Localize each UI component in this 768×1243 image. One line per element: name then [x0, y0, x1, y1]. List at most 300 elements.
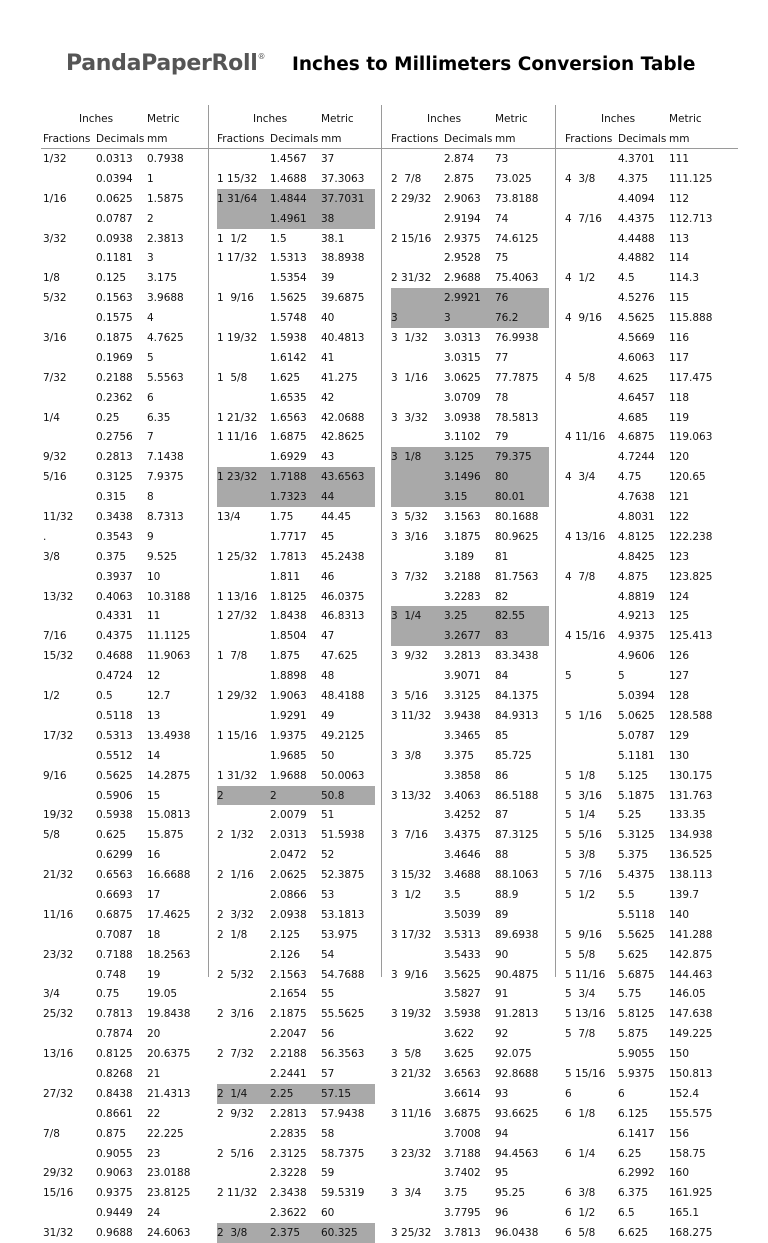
fraction-cell: 5 5/16 — [565, 829, 602, 842]
decimal-cell: 0.3937 — [96, 570, 133, 583]
fraction-cell: 2 7/8 — [391, 172, 422, 185]
mm-cell: 90 — [495, 948, 509, 961]
fraction-cell: 6 1/8 — [565, 1107, 596, 1120]
fraction-cell: 27/32 — [43, 1087, 74, 1100]
decimal-cell: 0.7874 — [96, 1028, 133, 1041]
row-highlight — [217, 786, 375, 806]
conversion-table-panel-2 — [215, 109, 390, 1243]
table-row — [215, 1163, 390, 1183]
decimal-cell: 3.7813 — [444, 1227, 481, 1240]
table-row — [215, 885, 390, 905]
mm-cell: 85 — [495, 729, 509, 742]
fraction-cell: . — [43, 530, 47, 543]
mm-cell: 42 — [321, 391, 335, 404]
decimal-cell: 0.7188 — [96, 948, 133, 961]
table-row — [41, 149, 216, 169]
decimal-cell: 0.3543 — [96, 530, 133, 543]
table-row — [215, 547, 390, 567]
fraction-cell: 1 25/32 — [217, 550, 258, 563]
fraction-cell: 1 5/8 — [217, 371, 248, 384]
table-row-highlighted — [389, 308, 564, 328]
table-row — [215, 1124, 390, 1144]
table-row — [389, 945, 564, 965]
mm-cell: 19 — [147, 968, 161, 981]
table-row — [389, 567, 564, 587]
decimal-cell: 3.15 — [444, 491, 468, 504]
table-row — [389, 507, 564, 527]
mm-cell: 111.125 — [669, 172, 713, 185]
fraction-cell: 2 3/16 — [217, 1008, 254, 1021]
mm-cell: 160 — [669, 1167, 690, 1180]
table-row-highlighted — [389, 288, 564, 308]
mm-cell: 128.588 — [669, 709, 713, 722]
decimal-cell: 1.5625 — [270, 292, 307, 305]
decimal-cell: 3.625 — [444, 1048, 475, 1061]
mm-cell: 8.7313 — [147, 511, 184, 524]
mm-cell: 9 — [147, 530, 154, 543]
mm-cell: 80.9625 — [495, 530, 539, 543]
table-row — [41, 805, 216, 825]
fraction-cell: 4 1/2 — [565, 272, 596, 285]
decimal-cell: 1.5938 — [270, 332, 307, 345]
mm-cell: 90.4875 — [495, 968, 539, 981]
decimal-cell: 3.7402 — [444, 1167, 481, 1180]
decimal-cell: 0.8268 — [96, 1067, 133, 1080]
fraction-cell: 2 29/32 — [391, 192, 432, 205]
table-row — [563, 248, 738, 268]
decimal-cell: 4.75 — [618, 471, 642, 484]
table-row — [563, 666, 738, 686]
decimal-cell: 0.3125 — [96, 471, 133, 484]
metric-header: Metric — [321, 113, 354, 125]
mm-cell: 60 — [321, 1207, 335, 1220]
decimal-cell: 1.8898 — [270, 670, 307, 683]
table-row — [563, 1203, 738, 1223]
fraction-cell: 1 31/64 — [217, 192, 258, 205]
mm-cell: 117 — [669, 351, 690, 364]
table-row — [389, 1163, 564, 1183]
mm-cell: 88 — [495, 849, 509, 862]
mm-cell: 45 — [321, 530, 335, 543]
fraction-cell: 1 23/32 — [217, 471, 258, 484]
table-row — [215, 1203, 390, 1223]
table-row — [41, 467, 216, 487]
decimal-cell: 3.7188 — [444, 1147, 481, 1160]
table-row-highlighted — [215, 209, 390, 229]
table-row-highlighted — [215, 189, 390, 209]
decimal-cell: 5.8125 — [618, 1008, 655, 1021]
decimals-header: Decimals — [618, 133, 667, 145]
fraction-cell: 21/32 — [43, 869, 74, 882]
decimal-cell: 0.6875 — [96, 908, 133, 921]
decimal-cell: 2.9921 — [444, 292, 481, 305]
fraction-cell: 1 29/32 — [217, 690, 258, 703]
decimal-cell: 4.5625 — [618, 312, 655, 325]
mm-cell: 75 — [495, 252, 509, 265]
decimal-cell: 3.1102 — [444, 431, 481, 444]
decimal-cell: 4.4882 — [618, 252, 655, 265]
table-row — [41, 845, 216, 865]
inches-header: Inches — [79, 113, 114, 125]
fractions-header: Fractions — [43, 133, 91, 145]
mm-cell: 16 — [147, 849, 161, 862]
table-row — [215, 527, 390, 547]
decimal-cell: 1.9291 — [270, 709, 307, 722]
table-row — [563, 885, 738, 905]
table-row — [41, 189, 216, 209]
table-row — [563, 1064, 738, 1084]
decimal-cell: 3.5827 — [444, 988, 481, 1001]
fraction-cell: 31/32 — [43, 1227, 74, 1240]
table-row — [41, 945, 216, 965]
table-row — [215, 1044, 390, 1064]
decimal-cell: 3.5 — [444, 888, 461, 901]
decimal-cell: 4.5669 — [618, 332, 655, 345]
fraction-cell: 3 9/32 — [391, 650, 428, 663]
mm-cell: 9.525 — [147, 550, 178, 563]
mm-cell: 82.55 — [495, 610, 526, 623]
table-row — [389, 1024, 564, 1044]
column-subheader — [41, 129, 216, 149]
decimal-cell: 3.3125 — [444, 690, 481, 703]
table-row — [215, 925, 390, 945]
mm-cell: 81.7563 — [495, 570, 539, 583]
decimal-cell: 0.1563 — [96, 292, 133, 305]
table-row — [215, 845, 390, 865]
decimal-cell: 3.5625 — [444, 968, 481, 981]
mm-cell: 18 — [147, 928, 161, 941]
mm-cell: 76 — [495, 292, 509, 305]
fraction-cell: 5/8 — [43, 829, 60, 842]
decimal-cell: 0.875 — [96, 1127, 127, 1140]
decimals-header: Decimals — [270, 133, 319, 145]
fraction-cell: 1 11/16 — [217, 431, 258, 444]
mm-cell: 84 — [495, 670, 509, 683]
decimal-cell: 3.1875 — [444, 530, 481, 543]
decimal-cell: 1.4961 — [270, 212, 307, 225]
mm-cell: 134.938 — [669, 829, 713, 842]
table-row — [563, 308, 738, 328]
mm-cell: 22.225 — [147, 1127, 184, 1140]
fraction-cell: 6 1/4 — [565, 1147, 596, 1160]
table-row — [389, 189, 564, 209]
fraction-cell: 4 9/16 — [565, 312, 602, 325]
mm-cell: 44.45 — [321, 511, 352, 524]
decimal-cell: 1.6875 — [270, 431, 307, 444]
table-row — [563, 805, 738, 825]
table-row — [41, 1024, 216, 1044]
table-row — [389, 169, 564, 189]
fraction-cell: 25/32 — [43, 1008, 74, 1021]
decimal-cell: 0.2756 — [96, 431, 133, 444]
decimal-cell: 4.4375 — [618, 212, 655, 225]
mm-cell: 133.35 — [669, 809, 706, 822]
row-highlight — [391, 308, 549, 328]
fraction-cell: 2 7/32 — [217, 1048, 254, 1061]
decimal-cell: 5.6875 — [618, 968, 655, 981]
table-row — [389, 209, 564, 229]
table-row — [41, 408, 216, 428]
mm-cell: 38.1 — [321, 232, 345, 245]
decimal-cell: 1.6535 — [270, 391, 307, 404]
mm-cell: 84.9313 — [495, 709, 539, 722]
mm-cell: 51 — [321, 809, 335, 822]
logo-text: PandaPaperRoll — [66, 51, 258, 76]
decimal-cell: 6.5 — [618, 1207, 635, 1220]
decimals-header: Decimals — [444, 133, 493, 145]
page-title: Inches to Millimeters Conversion Table — [292, 54, 696, 75]
table-row — [563, 527, 738, 547]
table-row — [563, 845, 738, 865]
table-row — [563, 288, 738, 308]
conversion-table-panel-3 — [389, 109, 564, 1243]
table-row — [41, 746, 216, 766]
table-row — [215, 447, 390, 467]
fraction-cell: 4 7/16 — [565, 212, 602, 225]
fraction-cell: 5 1/4 — [565, 809, 596, 822]
decimal-cell: 2.0472 — [270, 849, 307, 862]
table-row — [389, 248, 564, 268]
fraction-cell: 3/8 — [43, 550, 60, 563]
mm-cell: 50 — [321, 749, 335, 762]
decimal-cell: 1.625 — [270, 371, 301, 384]
fraction-cell: 1 27/32 — [217, 610, 258, 623]
decimal-cell: 2.3125 — [270, 1147, 307, 1160]
decimal-cell: 4.5 — [618, 272, 635, 285]
table-row — [563, 1084, 738, 1104]
table-row — [563, 766, 738, 786]
inches-header: Inches — [253, 113, 288, 125]
column-subheader — [563, 129, 738, 149]
mm-cell: 42.8625 — [321, 431, 365, 444]
fraction-cell: 5 1/8 — [565, 769, 596, 782]
table-row — [215, 368, 390, 388]
mm-cell: 77.7875 — [495, 371, 539, 384]
decimal-cell: 5.3125 — [618, 829, 655, 842]
table-row — [563, 1004, 738, 1024]
mm-cell: 75.4063 — [495, 272, 539, 285]
fraction-cell: 3 17/32 — [391, 928, 432, 941]
mm-cell: 117.475 — [669, 371, 713, 384]
table-row — [389, 1084, 564, 1104]
table-row — [215, 308, 390, 328]
fraction-cell: 13/4 — [217, 511, 241, 524]
fraction-cell: 2 1/4 — [217, 1087, 248, 1100]
table-row — [389, 925, 564, 945]
mm-cell: 91 — [495, 988, 509, 1001]
decimal-cell: 3.622 — [444, 1028, 475, 1041]
decimal-cell: 1.5354 — [270, 272, 307, 285]
mm-cell: 92 — [495, 1028, 509, 1041]
fraction-cell: 1 9/16 — [217, 292, 254, 305]
table-row — [563, 348, 738, 368]
mm-cell: 115.888 — [669, 312, 713, 325]
mm-cell: 55.5625 — [321, 1008, 365, 1021]
fraction-cell: 3/16 — [43, 332, 67, 345]
table-row — [41, 567, 216, 587]
table-row — [389, 865, 564, 885]
decimal-cell: 3.0938 — [444, 411, 481, 424]
decimal-cell: 2.3438 — [270, 1187, 307, 1200]
decimal-cell: 0.5906 — [96, 789, 133, 802]
mm-cell: 21 — [147, 1067, 161, 1080]
table-row — [215, 865, 390, 885]
decimal-cell: 3.25 — [444, 610, 468, 623]
table-row — [389, 686, 564, 706]
table-row — [41, 1163, 216, 1183]
mm-cell: 84.1375 — [495, 690, 539, 703]
fraction-cell: 2 5/16 — [217, 1147, 254, 1160]
decimal-cell: 6.1417 — [618, 1127, 655, 1140]
fraction-cell: 15/32 — [43, 650, 74, 663]
table-row — [215, 427, 390, 447]
table-row — [215, 1104, 390, 1124]
mm-cell: 17 — [147, 888, 161, 901]
mm-cell: 113 — [669, 232, 690, 245]
decimal-cell: 5.625 — [618, 948, 649, 961]
mm-cell: 13.4938 — [147, 729, 191, 742]
table-row — [41, 1104, 216, 1124]
mm-cell: 38.8938 — [321, 252, 365, 265]
decimal-cell: 1.8438 — [270, 610, 307, 623]
decimal-cell: 0.1875 — [96, 332, 133, 345]
table-row — [563, 229, 738, 249]
decimal-cell: 0.5118 — [96, 709, 133, 722]
mm-cell: 92.8688 — [495, 1067, 539, 1080]
table-row — [41, 1223, 216, 1243]
table-row — [389, 766, 564, 786]
mm-cell: 51.5938 — [321, 829, 365, 842]
mm-cell: 12 — [147, 670, 161, 683]
mm-cell: 139.7 — [669, 888, 700, 901]
mm-cell: 119.063 — [669, 431, 713, 444]
decimal-cell: 2.0866 — [270, 888, 307, 901]
table-row — [215, 507, 390, 527]
decimal-cell: 0.7087 — [96, 928, 133, 941]
mm-cell: 15 — [147, 789, 161, 802]
mm-cell: 7.1438 — [147, 451, 184, 464]
table-row — [215, 984, 390, 1004]
decimal-cell: 3 — [444, 312, 451, 325]
decimal-cell: 0.7813 — [96, 1008, 133, 1021]
table-row — [563, 189, 738, 209]
decimal-cell: 3.4646 — [444, 849, 481, 862]
table-row-highlighted — [215, 1084, 390, 1104]
table-row — [563, 726, 738, 746]
table-row — [563, 209, 738, 229]
fraction-cell: 19/32 — [43, 809, 74, 822]
row-highlight — [391, 487, 549, 507]
fraction-cell: 1 21/32 — [217, 411, 258, 424]
decimal-cell: 2.0625 — [270, 869, 307, 882]
decimal-cell: 4.8031 — [618, 511, 655, 524]
table-row — [41, 626, 216, 646]
decimal-cell: 4.7638 — [618, 491, 655, 504]
mm-cell: 94.4563 — [495, 1147, 539, 1160]
table-row — [389, 1104, 564, 1124]
mm-cell: 46.8313 — [321, 610, 365, 623]
decimal-cell: 0.1969 — [96, 351, 133, 364]
table-row — [563, 567, 738, 587]
decimal-cell: 4.3701 — [618, 153, 655, 165]
mm-header: mm — [321, 133, 342, 145]
decimal-cell: 1.875 — [270, 650, 301, 663]
mm-cell: 152.4 — [669, 1087, 700, 1100]
mm-cell: 112 — [669, 192, 690, 205]
table-row — [41, 587, 216, 607]
mm-cell: 0.7938 — [147, 153, 184, 165]
table-row-highlighted — [389, 447, 564, 467]
table-row-highlighted — [389, 467, 564, 487]
fraction-cell: 4 15/16 — [565, 630, 606, 643]
table-row — [215, 328, 390, 348]
fraction-cell: 2 3/32 — [217, 908, 254, 921]
fractions-header: Fractions — [391, 133, 439, 145]
fraction-cell: 3 11/32 — [391, 709, 432, 722]
decimal-cell: 1.6929 — [270, 451, 307, 464]
fraction-cell: 5 3/8 — [565, 849, 596, 862]
mm-cell: 86.5188 — [495, 789, 539, 802]
mm-cell: 158.75 — [669, 1147, 706, 1160]
mm-cell: 16.6688 — [147, 869, 191, 882]
mm-cell: 4 — [147, 312, 154, 325]
decimal-cell: 0.125 — [96, 272, 127, 285]
mm-cell: 54 — [321, 948, 335, 961]
table-row — [563, 905, 738, 925]
fraction-cell: 3 19/32 — [391, 1008, 432, 1021]
mm-cell: 23.8125 — [147, 1187, 191, 1200]
fraction-cell: 3 9/16 — [391, 968, 428, 981]
mm-cell: 56.3563 — [321, 1048, 365, 1061]
decimal-cell: 5.375 — [618, 849, 649, 862]
fraction-cell: 1/16 — [43, 192, 67, 205]
table-row — [41, 686, 216, 706]
decimal-cell: 2.3622 — [270, 1207, 307, 1220]
table-row — [41, 925, 216, 945]
table-row — [563, 467, 738, 487]
mm-cell: 12.7 — [147, 690, 171, 703]
mm-cell: 11.9063 — [147, 650, 191, 663]
decimal-cell: 0.5625 — [96, 769, 133, 782]
decimal-cell: 6 — [618, 1087, 625, 1100]
mm-cell: 138.113 — [669, 869, 713, 882]
inches-header: Inches — [427, 113, 462, 125]
table-row — [215, 646, 390, 666]
column-subheader — [215, 129, 390, 149]
table-row — [41, 229, 216, 249]
decimal-cell: 0.4331 — [96, 610, 133, 623]
table-row — [389, 388, 564, 408]
mm-cell: 47.625 — [321, 650, 358, 663]
table-row — [215, 626, 390, 646]
column-group-header — [215, 109, 390, 129]
decimal-cell: 5.9055 — [618, 1048, 655, 1061]
table-row — [41, 268, 216, 288]
decimal-cell: 0.5938 — [96, 809, 133, 822]
fraction-cell: 3 25/32 — [391, 1227, 432, 1240]
decimal-cell: 5.0394 — [618, 690, 655, 703]
decimal-cell: 0.2362 — [96, 391, 133, 404]
mm-cell: 37.3063 — [321, 172, 365, 185]
mm-cell: 23.0188 — [147, 1167, 191, 1180]
table-row — [215, 268, 390, 288]
table-row — [215, 965, 390, 985]
decimal-cell: 1.4567 — [270, 153, 307, 165]
table-row — [41, 487, 216, 507]
fraction-cell: 4 11/16 — [565, 431, 606, 444]
mm-cell: 15.0813 — [147, 809, 191, 822]
fraction-cell: 3 7/32 — [391, 570, 428, 583]
